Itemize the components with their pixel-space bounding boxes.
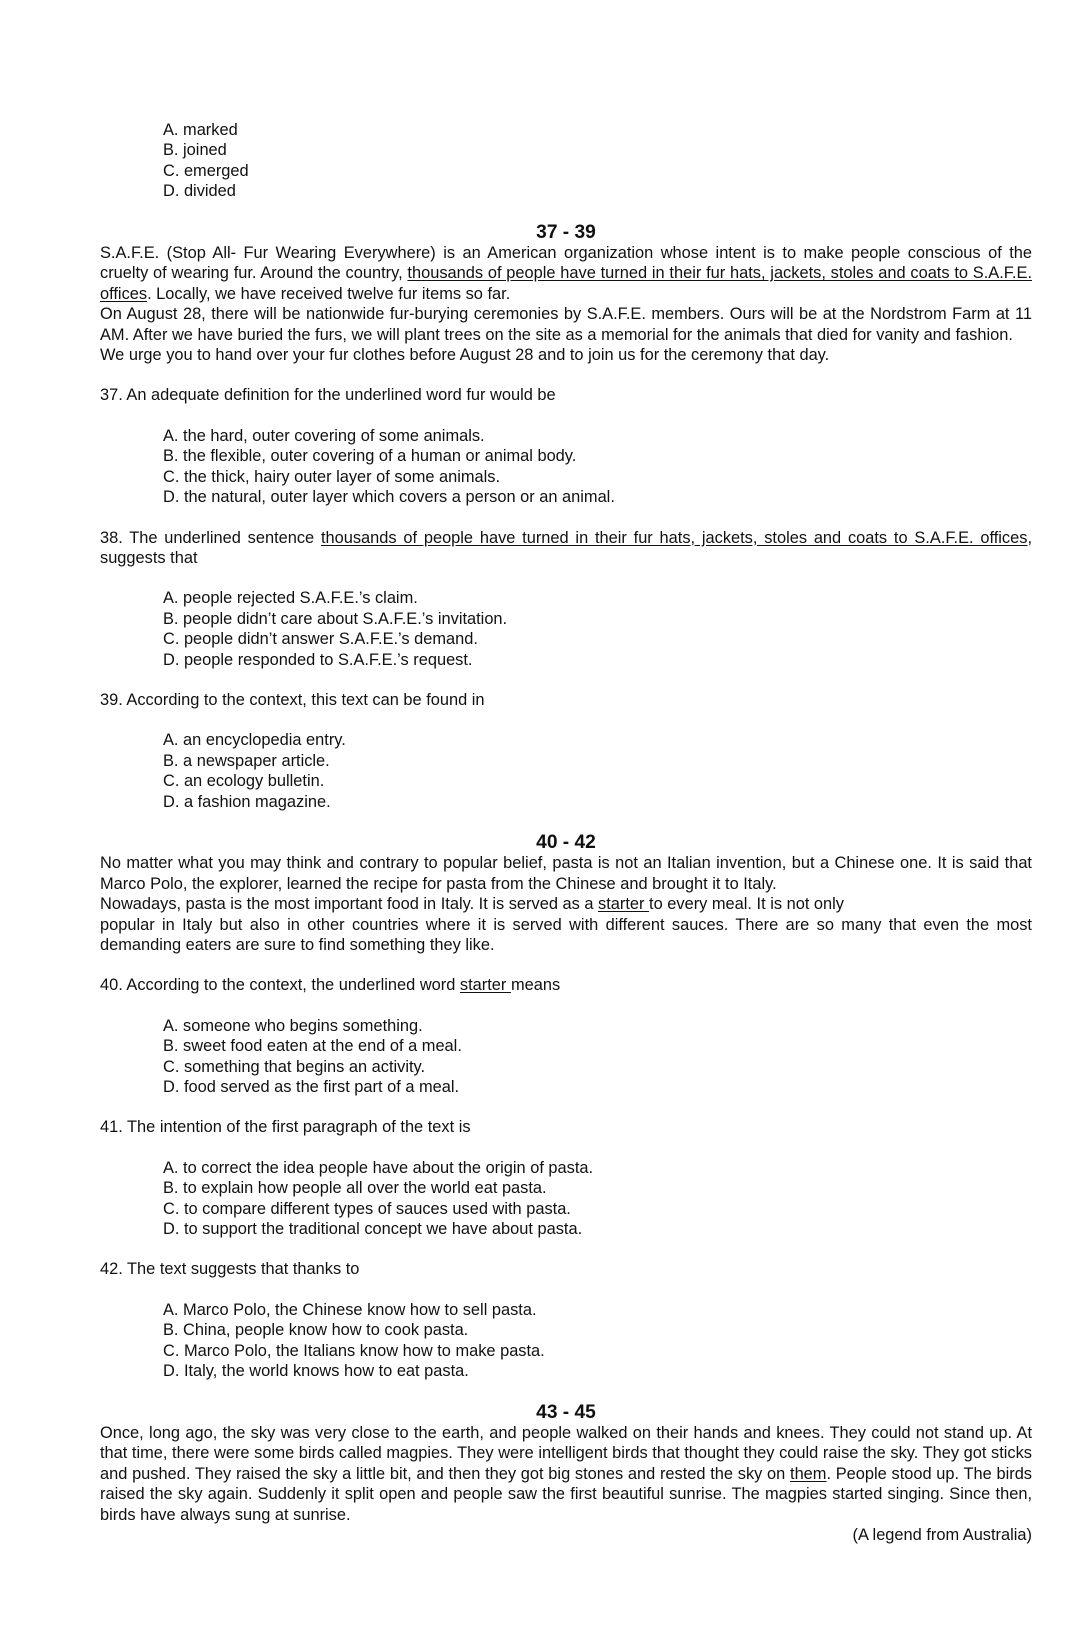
option-c: C. emerged xyxy=(163,161,249,180)
option-a: A. Marco Polo, the Chinese know how to sell pasta. xyxy=(163,1300,537,1319)
question-40-options xyxy=(100,1016,1032,1098)
reading-paragraph-1: No matter what you may think and contrary to popular belief, pasta is not an Italian invention, but a Chinese one. It is said that Marco Polo, the explorer, learned the recipe for pasta from the Chinese and brought it to Italy. xyxy=(100,854,1032,893)
option-c: C. an ecology bulletin. xyxy=(163,772,325,791)
option-c: C. something that begins an activity. xyxy=(163,1057,426,1076)
spacer xyxy=(100,1097,1032,1117)
text: 38. The underlined sentence xyxy=(100,528,321,547)
option-b: B. joined xyxy=(163,141,227,160)
text: , suggests that xyxy=(100,528,1032,567)
option-b: B. a newspaper article. xyxy=(163,751,330,770)
question-42-options xyxy=(100,1300,1032,1382)
option-a: A. someone who begins something. xyxy=(163,1016,423,1035)
exam-page xyxy=(100,120,1032,1545)
spacer xyxy=(100,202,1032,223)
section-title: 43 - 45 xyxy=(536,1401,596,1423)
reading-paragraph-3: We urge you to hand over your fur clothes before August 28 and to join us for the ceremony that day. xyxy=(100,346,830,365)
option-d: D. a fashion magazine. xyxy=(163,792,331,811)
question-42: 42. The text suggests that thanks to xyxy=(100,1260,360,1279)
spacer xyxy=(100,365,1032,385)
option-c: C. the thick, hairy outer layer of some animals. xyxy=(163,467,501,486)
spacer xyxy=(100,508,1032,528)
question-40 xyxy=(100,975,1032,995)
spacer xyxy=(100,568,1032,588)
section-43-45 xyxy=(100,1403,1032,1546)
text: 40. According to the context, the underlined word xyxy=(100,976,460,995)
spacer xyxy=(100,812,1032,833)
option-b: B. to explain how people all over the world eat pasta. xyxy=(163,1179,547,1198)
section-title: 37 - 39 xyxy=(536,221,596,243)
option-d: D. the natural, outer layer which covers a person or an animal. xyxy=(163,488,615,507)
text: S.A.F.E. (Stop All- Fur Wearing Everywhere) is an American organization whose intent is to make people conscious of the cruelty of wearing fur. Around the country, xyxy=(100,244,1032,283)
text: Once, long ago, the sky was very close to the earth, and people walked on their hands and knees. They could not stand up. At that time, there were some birds called magpies. They were intelligent birds that thought they could raise the sky. They got sticks and pushed. They raised the sky a little bit, and then they got big stones and rested the sky on xyxy=(100,1423,1032,1483)
section-title: 40 - 42 xyxy=(536,831,596,853)
option-d: D. to support the traditional concept we have about pasta. xyxy=(163,1220,583,1239)
section-40-42 xyxy=(100,833,1032,1382)
option-c: C. Marco Polo, the Italians know how to make pasta. xyxy=(163,1341,545,1360)
option-d: D. divided xyxy=(163,182,236,201)
option-b: B. China, people know how to cook pasta. xyxy=(163,1321,469,1340)
question-37-options xyxy=(100,426,1032,508)
reading-paragraph-2: On August 28, there will be nationwide fur-burying ceremonies by S.A.F.E. members. Ours will be at the Nordstrom Farm at 11 AM. After we have buried the furs, we will plant trees on the site as a memorial for the animals that died for vanity and fashion. xyxy=(100,305,1032,344)
source-credit: (A legend from Australia) xyxy=(852,1525,1032,1544)
underlined-word: starter xyxy=(459,976,511,995)
spacer xyxy=(100,406,1032,426)
option-a: A. marked xyxy=(163,121,238,139)
text: . Locally, we have received twelve fur items so far. xyxy=(147,284,511,303)
reading-paragraph-3: popular in Italy but also in other countries where it is served with different sauces. There are so many that even the most demanding eaters are sure to find something they like. xyxy=(100,915,1032,954)
option-c: C. people didn’t answer S.A.F.E.’s demand. xyxy=(163,630,478,649)
spacer xyxy=(100,996,1032,1016)
text: means xyxy=(510,976,561,995)
section-37-39 xyxy=(100,223,1032,812)
text: to every meal. It is not only xyxy=(649,895,844,914)
option-d: D. food served as the first part of a meal. xyxy=(163,1078,460,1097)
prev-question-options xyxy=(100,120,1032,202)
option-d: D. people responded to S.A.F.E.’s request. xyxy=(163,650,473,669)
question-38 xyxy=(100,528,1032,569)
underlined-sentence: thousands of people have turned in their fur hats, jackets, stoles and coats to S.A.F.E. offices xyxy=(320,528,1028,547)
spacer xyxy=(100,1138,1032,1158)
spacer xyxy=(100,710,1032,730)
question-39-options xyxy=(100,730,1032,812)
option-a: A. to correct the idea people have about the origin of pasta. xyxy=(163,1158,594,1177)
underlined-word: starter xyxy=(598,895,650,914)
option-b: B. the flexible, outer covering of a human or animal body. xyxy=(163,447,577,466)
spacer xyxy=(100,1382,1032,1403)
question-41-options xyxy=(100,1158,1032,1240)
reading-paragraph xyxy=(100,1423,1032,1525)
text: . People stood up. The birds raised the sky again. Suddenly it split open and people saw the first beautiful sunrise. The magpies started singing. Since then, birds have always sung at sunrise. xyxy=(100,1464,1033,1524)
option-a: A. the hard, outer covering of some animals. xyxy=(163,426,485,445)
option-b: B. sweet food eaten at the end of a meal. xyxy=(163,1037,462,1056)
option-c: C. to compare different types of sauces used with pasta. xyxy=(163,1199,571,1218)
question-39: 39. According to the context, this text can be found in xyxy=(100,690,485,709)
option-a: A. an encyclopedia entry. xyxy=(163,731,346,750)
spacer xyxy=(100,955,1032,975)
spacer xyxy=(100,1280,1032,1300)
option-b: B. people didn’t care about S.A.F.E.’s invitation. xyxy=(163,609,508,628)
reading-paragraph-1 xyxy=(100,243,1032,304)
question-37: 37. An adequate definition for the underlined word fur would be xyxy=(100,386,556,405)
question-41: 41. The intention of the first paragraph of the text is xyxy=(100,1118,471,1137)
underlined-word: them xyxy=(790,1464,827,1483)
option-a: A. people rejected S.A.F.E.’s claim. xyxy=(163,589,418,608)
spacer xyxy=(100,1239,1032,1259)
spacer xyxy=(100,670,1032,690)
option-d: D. Italy, the world knows how to eat pasta. xyxy=(163,1362,469,1381)
reading-paragraph-2 xyxy=(100,894,1032,914)
underlined-sentence: thousands of people have turned in their fur hats, jackets, stoles and coats to S.A.F.E. offices xyxy=(100,264,1032,303)
question-38-options xyxy=(100,588,1032,670)
text: Nowadays, pasta is the most important food in Italy. It is served as a xyxy=(100,895,599,914)
